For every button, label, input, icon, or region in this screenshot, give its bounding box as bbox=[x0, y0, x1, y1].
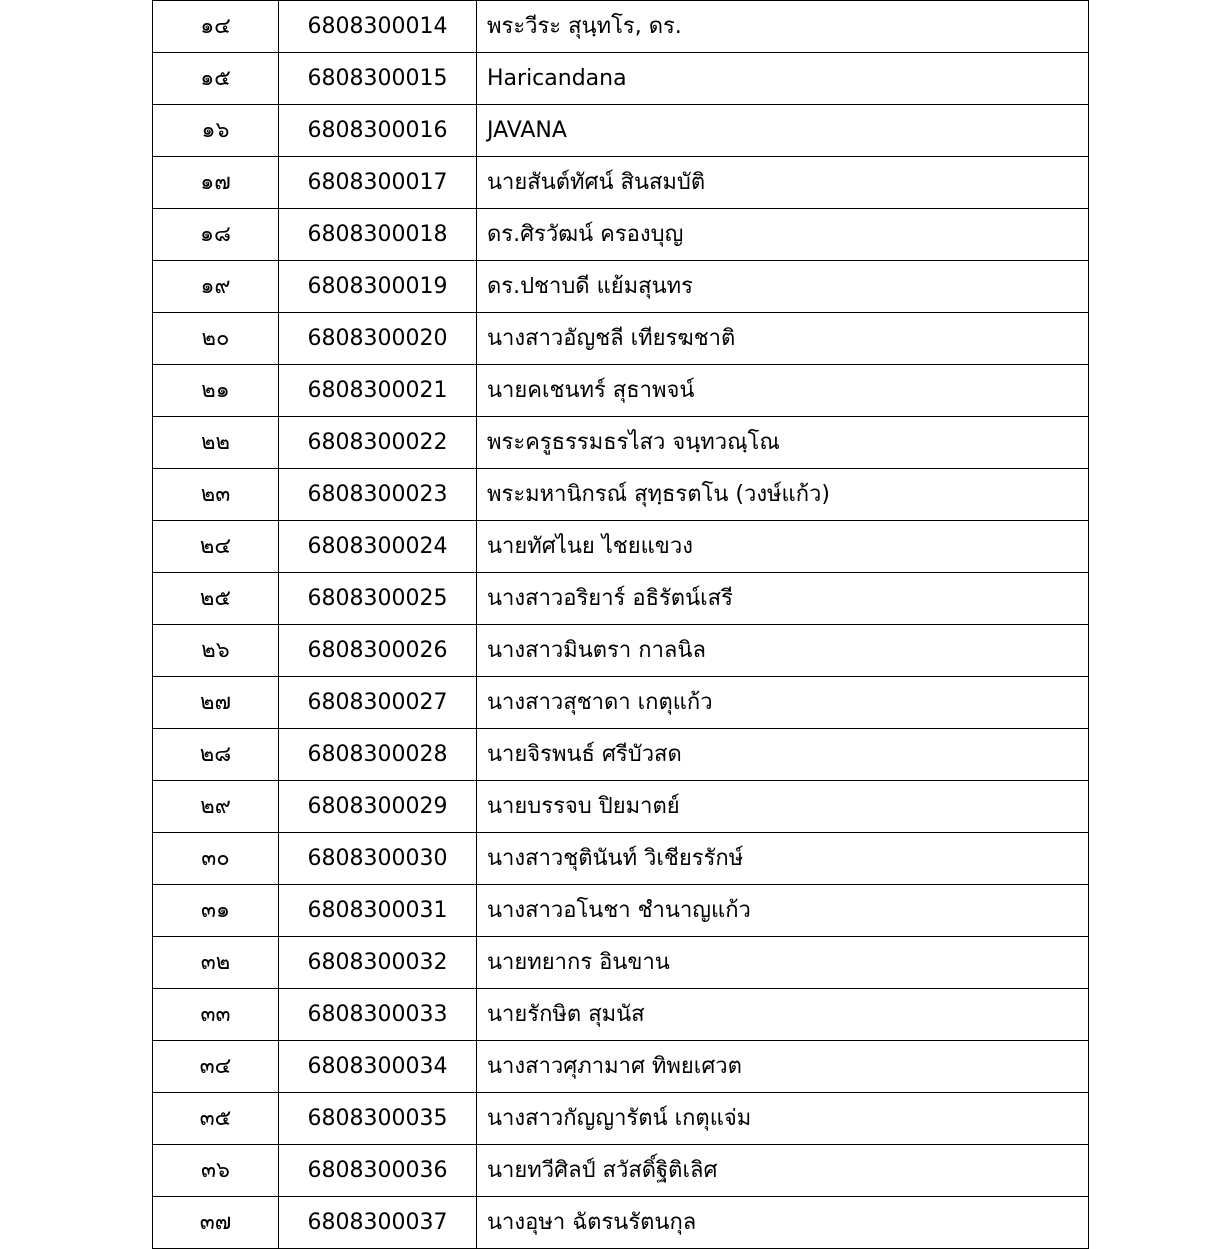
row-number: ๓๔ bbox=[153, 1041, 279, 1093]
full-name: ดร.ปชาบดี แย้มสุนทร bbox=[477, 261, 1089, 313]
table-body bbox=[153, 1, 1089, 1249]
table-row bbox=[153, 469, 1089, 521]
row-number: ๒๙ bbox=[153, 781, 279, 833]
student-id: 6808300035 bbox=[279, 1093, 477, 1145]
table-row bbox=[153, 365, 1089, 417]
row-number: ๒๔ bbox=[153, 521, 279, 573]
full-name: นายจิรพนธ์ ศรีบัวสด bbox=[477, 729, 1089, 781]
student-id: 6808300020 bbox=[279, 313, 477, 365]
row-number: ๓๐ bbox=[153, 833, 279, 885]
student-id: 6808300016 bbox=[279, 105, 477, 157]
full-name: นายทยากร อินขาน bbox=[477, 937, 1089, 989]
full-name: ดร.ศิรวัฒน์ ครองบุญ bbox=[477, 209, 1089, 261]
row-number: ๓๑ bbox=[153, 885, 279, 937]
student-id: 6808300032 bbox=[279, 937, 477, 989]
row-number: ๒๒ bbox=[153, 417, 279, 469]
table-row bbox=[153, 625, 1089, 677]
student-id: 6808300033 bbox=[279, 989, 477, 1041]
full-name: นางสาวสุชาดา เกตุแก้ว bbox=[477, 677, 1089, 729]
row-number: ๓๓ bbox=[153, 989, 279, 1041]
table-row bbox=[153, 1, 1089, 53]
row-number: ๑๖ bbox=[153, 105, 279, 157]
row-number: ๑๔ bbox=[153, 1, 279, 53]
student-id: 6808300022 bbox=[279, 417, 477, 469]
student-id: 6808300019 bbox=[279, 261, 477, 313]
table-row bbox=[153, 1145, 1089, 1197]
table-row bbox=[153, 313, 1089, 365]
row-number: ๑๕ bbox=[153, 53, 279, 105]
table-row bbox=[153, 1041, 1089, 1093]
student-id: 6808300036 bbox=[279, 1145, 477, 1197]
row-number: ๓๖ bbox=[153, 1145, 279, 1197]
row-number: ๑๗ bbox=[153, 157, 279, 209]
student-id: 6808300024 bbox=[279, 521, 477, 573]
row-number: ๓๕ bbox=[153, 1093, 279, 1145]
full-name: นางสาวชุตินันท์ วิเชียรรักษ์ bbox=[477, 833, 1089, 885]
table-row bbox=[153, 885, 1089, 937]
student-id: 6808300026 bbox=[279, 625, 477, 677]
student-id: 6808300014 bbox=[279, 1, 477, 53]
full-name: นางสาวศุภามาศ ทิพยเศวต bbox=[477, 1041, 1089, 1093]
table-row bbox=[153, 521, 1089, 573]
table-row bbox=[153, 729, 1089, 781]
table-row bbox=[153, 989, 1089, 1041]
student-id: 6808300021 bbox=[279, 365, 477, 417]
full-name: นายทัศไนย ไชยแขวง bbox=[477, 521, 1089, 573]
full-name: นางสาวอริยาร์ อธิรัตน์เสรี bbox=[477, 573, 1089, 625]
full-name: นายบรรจบ ปิยมาตย์ bbox=[477, 781, 1089, 833]
table-row bbox=[153, 781, 1089, 833]
full-name: นายทวีศิลป์ สวัสดิ์ฐิติเลิศ bbox=[477, 1145, 1089, 1197]
table-row bbox=[153, 677, 1089, 729]
table-row bbox=[153, 209, 1089, 261]
row-number: ๒๘ bbox=[153, 729, 279, 781]
student-id: 6808300017 bbox=[279, 157, 477, 209]
row-number: ๓๒ bbox=[153, 937, 279, 989]
table-row bbox=[153, 937, 1089, 989]
full-name: นายคเชนทร์ สุธาพจน์ bbox=[477, 365, 1089, 417]
full-name: นายสันต์ทัศน์ สินสมบัติ bbox=[477, 157, 1089, 209]
full-name: JAVANA bbox=[477, 105, 1089, 157]
table-row bbox=[153, 53, 1089, 105]
student-id: 6808300034 bbox=[279, 1041, 477, 1093]
full-name: นางสาวอัญชลี เทียรฆชาติ bbox=[477, 313, 1089, 365]
table-row bbox=[153, 157, 1089, 209]
table-row bbox=[153, 261, 1089, 313]
student-id: 6808300027 bbox=[279, 677, 477, 729]
row-number: ๑๙ bbox=[153, 261, 279, 313]
student-id: 6808300030 bbox=[279, 833, 477, 885]
table-row bbox=[153, 105, 1089, 157]
student-id: 6808300037 bbox=[279, 1197, 477, 1249]
full-name: นางสาวมินตรา กาลนิล bbox=[477, 625, 1089, 677]
table-row bbox=[153, 1197, 1089, 1249]
full-name: พระครูธรรมธรไสว จนฺทวณฺโณ bbox=[477, 417, 1089, 469]
student-id: 6808300029 bbox=[279, 781, 477, 833]
full-name: นางสาวกัญญารัตน์ เกตุแจ่ม bbox=[477, 1093, 1089, 1145]
student-id: 6808300025 bbox=[279, 573, 477, 625]
student-id: 6808300023 bbox=[279, 469, 477, 521]
table-row bbox=[153, 573, 1089, 625]
row-number: ๓๗ bbox=[153, 1197, 279, 1249]
row-number: ๑๘ bbox=[153, 209, 279, 261]
table-row bbox=[153, 417, 1089, 469]
row-number: ๒๖ bbox=[153, 625, 279, 677]
student-id: 6808300015 bbox=[279, 53, 477, 105]
row-number: ๒๐ bbox=[153, 313, 279, 365]
row-number: ๒๑ bbox=[153, 365, 279, 417]
full-name: พระวีระ สุนฺทโร, ดร. bbox=[477, 1, 1089, 53]
full-name: พระมหานิกรณ์ สุทฺธรตโน (วงษ์แก้ว) bbox=[477, 469, 1089, 521]
row-number: ๒๕ bbox=[153, 573, 279, 625]
full-name: นางอุษา ฉัตรนรัตนกุล bbox=[477, 1197, 1089, 1249]
student-id: 6808300031 bbox=[279, 885, 477, 937]
table-row bbox=[153, 833, 1089, 885]
student-id: 6808300028 bbox=[279, 729, 477, 781]
student-id: 6808300018 bbox=[279, 209, 477, 261]
full-name: Haricandana bbox=[477, 53, 1089, 105]
full-name: นางสาวอโนชา ชำนาญแก้ว bbox=[477, 885, 1089, 937]
row-number: ๒๗ bbox=[153, 677, 279, 729]
table-row bbox=[153, 1093, 1089, 1145]
name-list-table bbox=[152, 0, 1089, 1249]
full-name: นายรักษิต สุมนัส bbox=[477, 989, 1089, 1041]
row-number: ๒๓ bbox=[153, 469, 279, 521]
